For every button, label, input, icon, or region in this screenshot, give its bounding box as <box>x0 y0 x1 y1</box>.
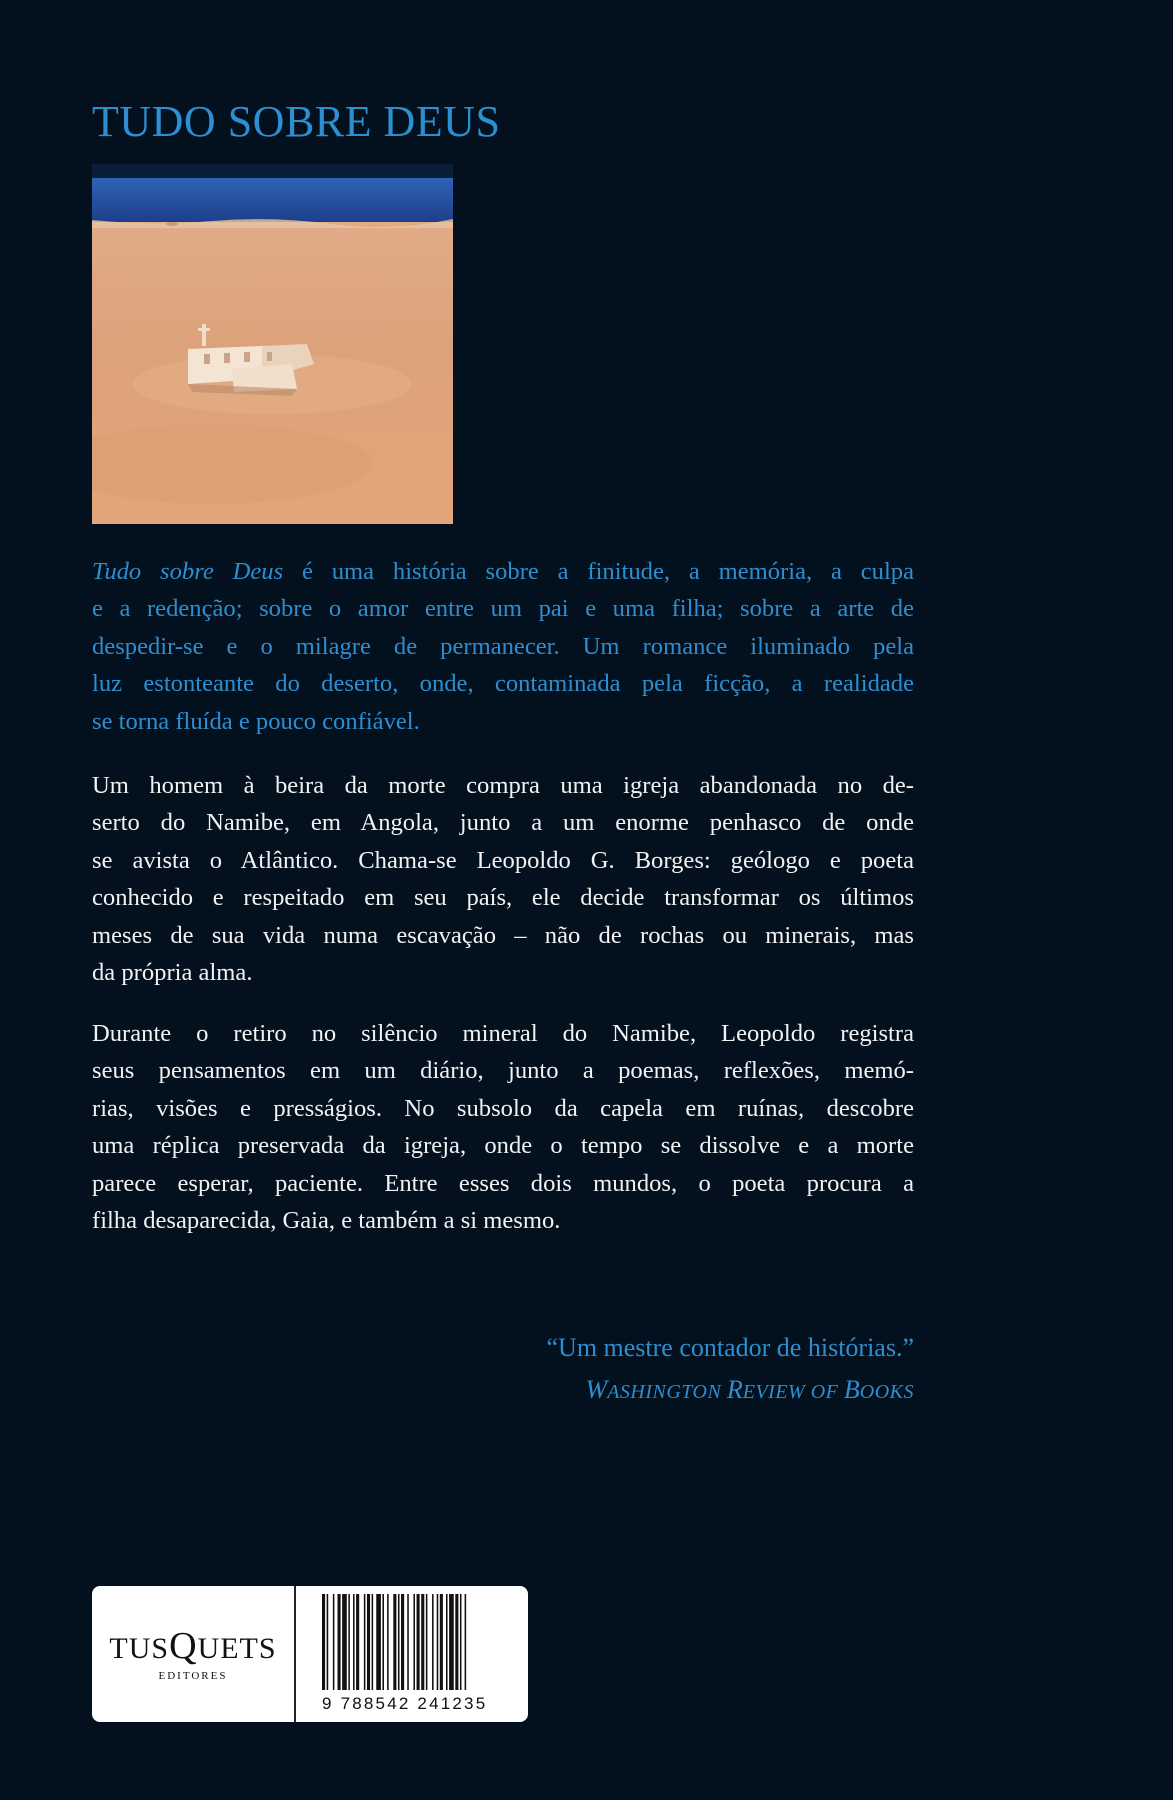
synopsis-line: se avista o Atlântico. Chama-se Leopoldo G. Borges: geólogo e poeta <box>92 846 914 874</box>
barcode-bar <box>338 1594 341 1690</box>
synopsis-line: filha desaparecida, Gaia, e também a si mesmo. <box>92 1207 561 1235</box>
quote-source-smallcaps: OOKS <box>859 1381 914 1403</box>
intro-line: despedir-se e o milagre de permanecer. Um romance iluminado pela <box>92 632 914 660</box>
synopsis-line: conhecido e respeitado em seu país, ele decide transformar os últimos <box>92 884 914 912</box>
barcode-bar <box>327 1594 329 1690</box>
synopsis-line: seus pensamentos em um diário, junto a poemas, reflexões, memó- <box>92 1057 914 1085</box>
barcode-bar <box>364 1594 366 1690</box>
synopsis-line: Durante o retiro no silêncio mineral do Namibe, Leopoldo registra <box>92 1020 914 1047</box>
publisher-name <box>92 1625 294 1667</box>
barcode-bar <box>437 1594 439 1690</box>
isbn-barcode <box>320 1594 516 1692</box>
barcode-bar <box>382 1594 384 1690</box>
barcode-bar <box>333 1594 335 1690</box>
barcode-bar <box>398 1594 400 1690</box>
isbn-number: 9 788542 241235 <box>322 1694 488 1713</box>
synopsis-line: uma réplica preservada da igreja, onde o tempo se dissolve e a morte <box>92 1132 914 1160</box>
synopsis-line: serto do Namibe, em Angola, junto a um enorme penhasco de onde <box>92 809 914 837</box>
synopsis-paragraph-2 <box>92 1015 914 1239</box>
barcode-bar <box>440 1594 443 1690</box>
publisher-logo <box>92 1586 296 1722</box>
barcode-bar <box>460 1594 462 1690</box>
review-quote <box>547 1327 915 1413</box>
barcode-bar <box>387 1594 389 1690</box>
intro-line-1 <box>92 553 914 590</box>
cover-painting <box>92 164 453 524</box>
publisher-name-q: Q <box>169 1625 198 1667</box>
barcode-bar <box>465 1594 467 1690</box>
publisher-name-part: TUS <box>109 1632 170 1665</box>
barcode-bar <box>417 1594 420 1690</box>
intro-italic-title: Tudo sobre Deus <box>92 558 284 585</box>
barcode-bar <box>446 1594 448 1690</box>
barcode-bar <box>421 1594 424 1690</box>
book-title: TUDO SOBRE DEUS <box>92 97 501 146</box>
synopsis-line: Um homem à beira da morte compra uma igreja abandonada no de- <box>92 772 914 799</box>
synopsis-line: da própria alma. <box>92 959 253 987</box>
barcode-bar <box>432 1594 434 1690</box>
intro-line: se torna fluída e pouco confiável. <box>92 707 420 735</box>
barcode-bar <box>413 1594 415 1690</box>
barcode-bar <box>426 1594 428 1690</box>
synopsis-line: rias, visões e presságios. No subsolo da capela em ruínas, descobre <box>92 1094 914 1122</box>
intro-line: luz estonteante do deserto, onde, contaminada pela ficção, a realidade <box>92 670 914 698</box>
synopsis-line: meses de sua vida numa escavação – não de rochas ou minerais, mas <box>92 921 914 949</box>
barcode-bar <box>353 1594 355 1690</box>
quote-source <box>547 1369 915 1413</box>
synopsis-paragraph-1 <box>92 767 914 991</box>
quote-source-cap: B <box>843 1375 860 1404</box>
quote-text: “Um mestre contador de histórias.” <box>546 1333 914 1362</box>
quote-source-smallcaps: ASHINGTON <box>607 1381 727 1403</box>
intro-line: e a redenção; sobre o amor entre um pai e uma filha; sobre a arte de <box>92 595 914 623</box>
publisher-subtitle: EDITORES <box>158 1670 228 1682</box>
barcode-bar <box>455 1594 458 1690</box>
barcode-bar <box>376 1594 381 1690</box>
quote-source-cap: W <box>585 1375 608 1404</box>
barcode-panel <box>92 1586 528 1722</box>
barcode-bar <box>393 1594 396 1690</box>
quote-source-cap: R <box>726 1375 743 1404</box>
intro-line-1-rest: é uma história sobre a finitude, a memória, a culpa <box>283 558 914 585</box>
barcode-bar <box>348 1594 350 1690</box>
barcode-bar <box>367 1594 370 1690</box>
barcode-bar <box>407 1594 409 1690</box>
desert-church-image <box>92 164 453 524</box>
barcode-bar <box>342 1594 347 1690</box>
intro-paragraph <box>92 553 914 740</box>
publisher-name-part: UETS <box>197 1632 277 1665</box>
barcode-bar <box>372 1594 374 1690</box>
barcode-bar <box>401 1594 404 1690</box>
barcode-bar <box>322 1594 325 1690</box>
synopsis-line: parece esperar, paciente. Entre esses dois mundos, o poeta procura a <box>92 1169 914 1197</box>
quote-source-smallcaps: EVIEW OF <box>742 1381 844 1403</box>
barcode-bar <box>356 1594 359 1690</box>
barcode-bar <box>449 1594 454 1690</box>
